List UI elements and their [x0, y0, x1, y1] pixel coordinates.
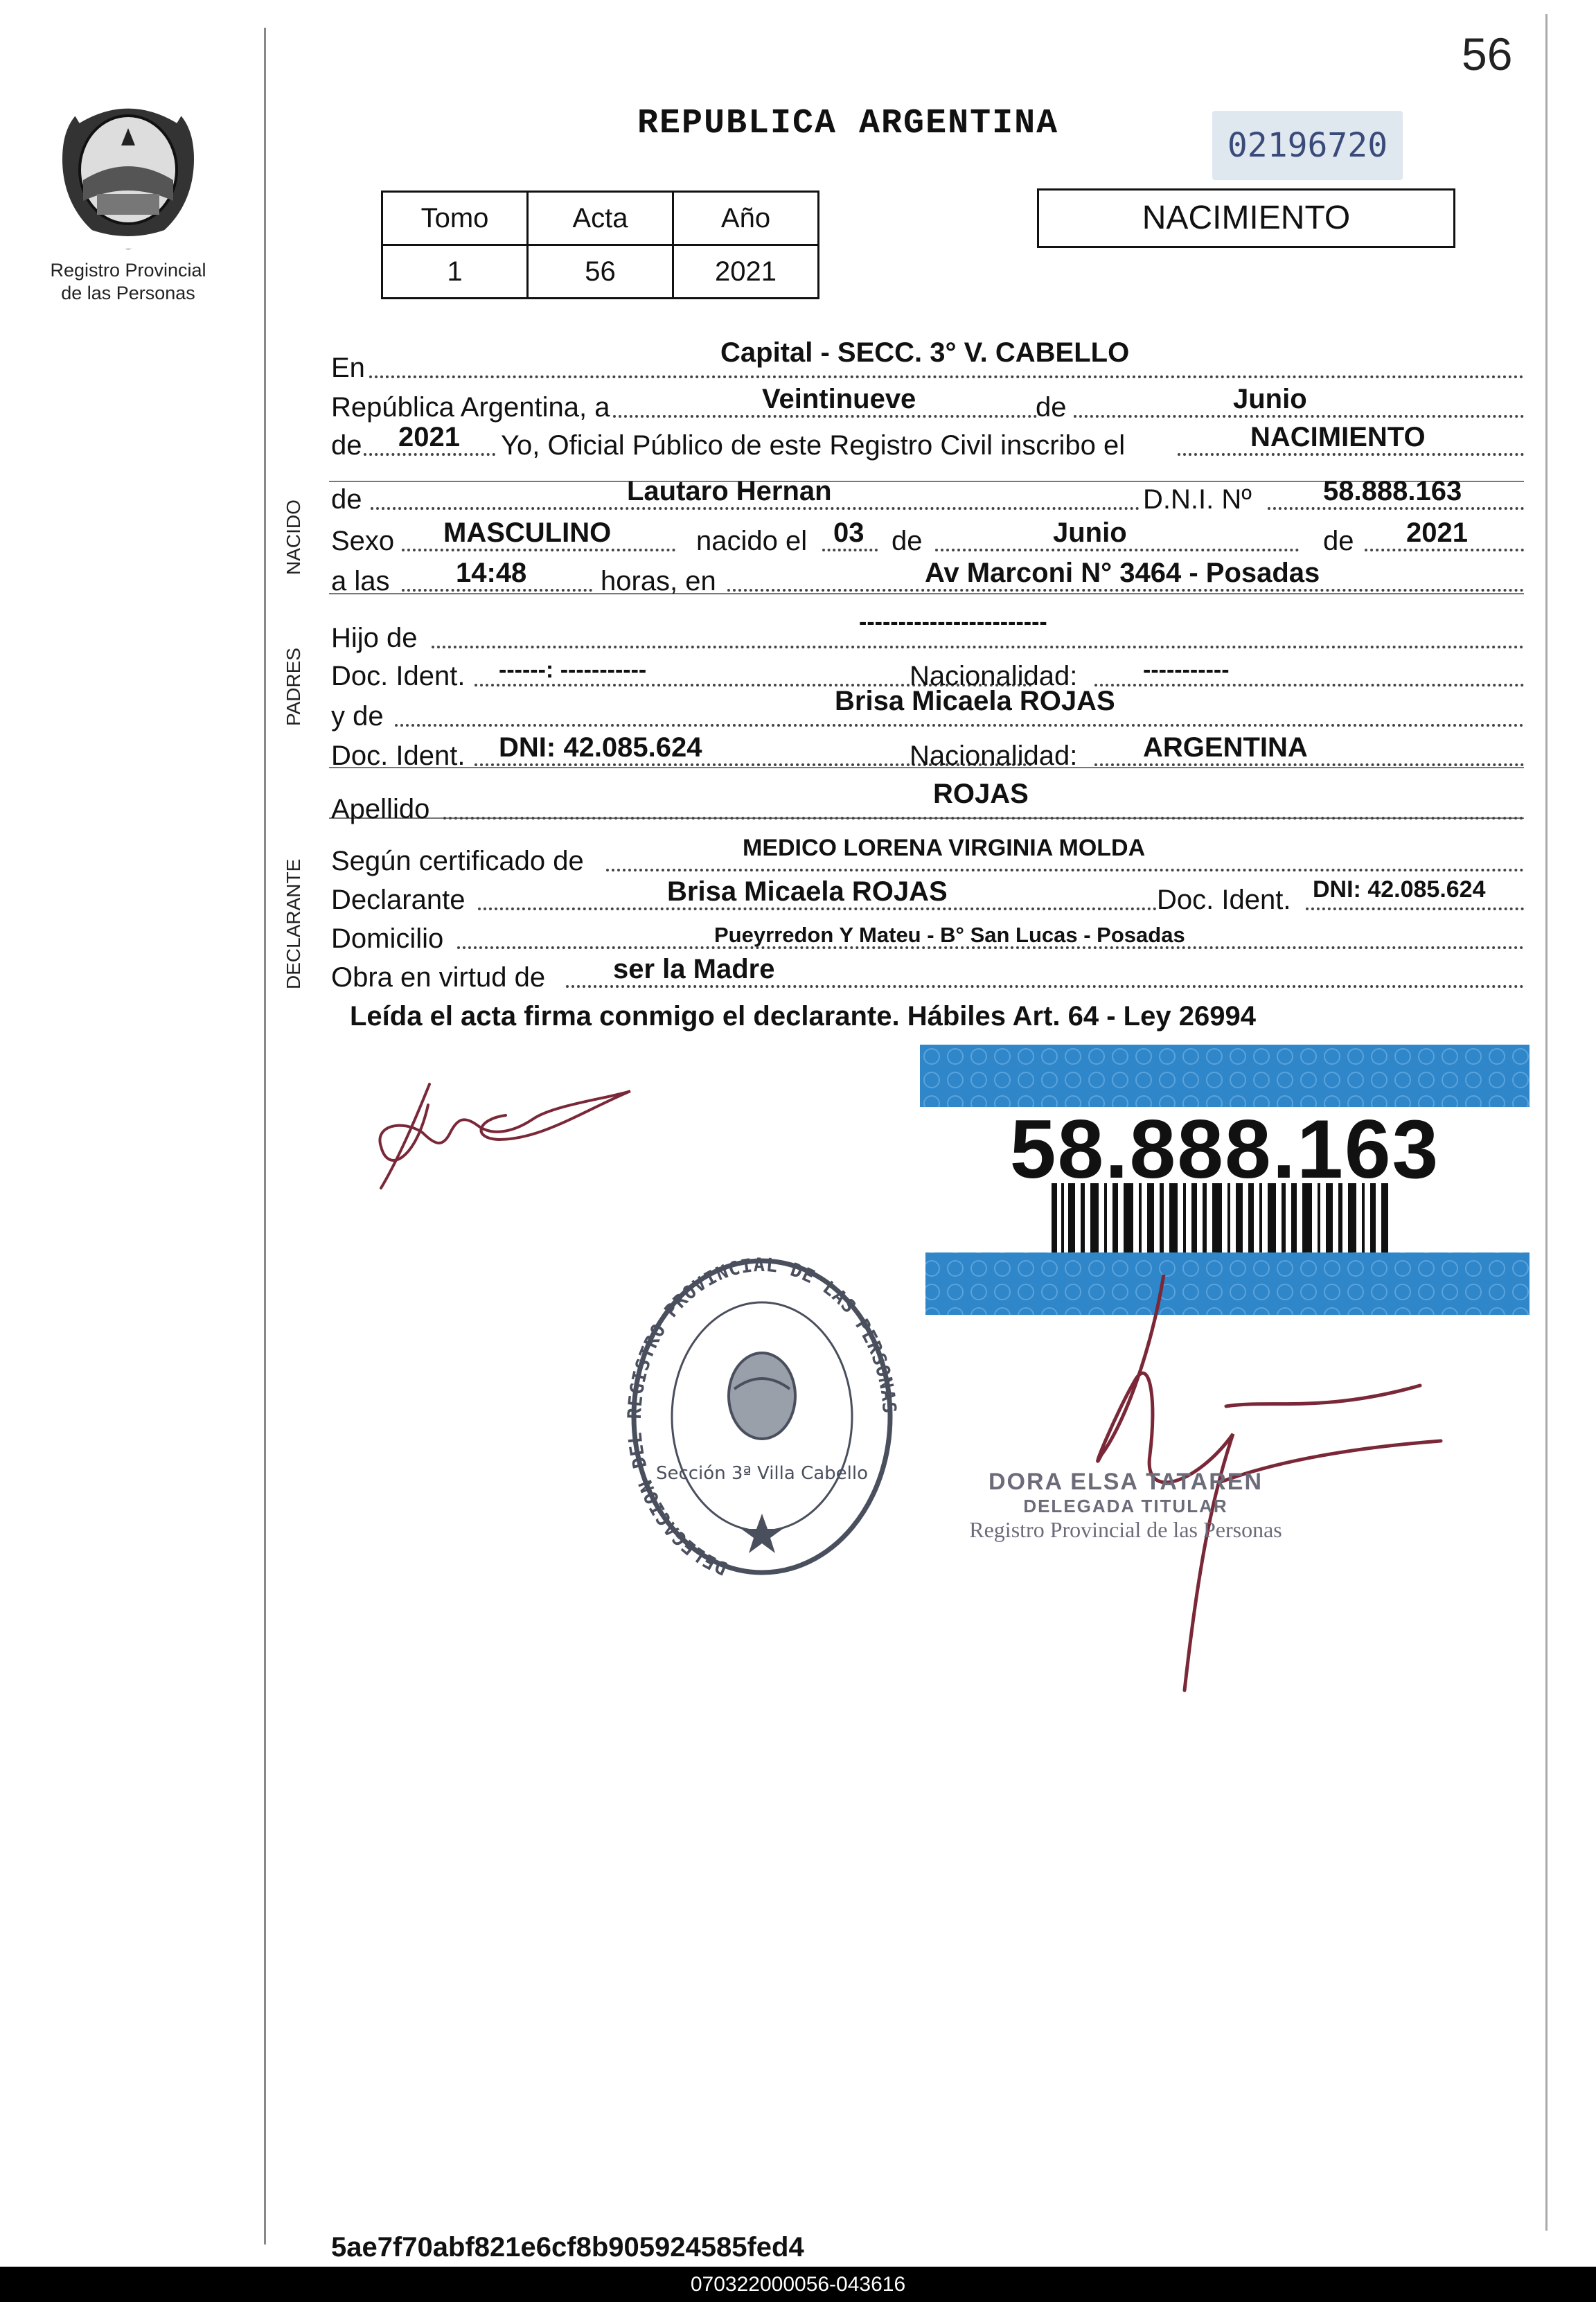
dotted-line: [1178, 453, 1524, 456]
dotted-line: [1094, 684, 1524, 687]
row-hijo: [329, 609, 1524, 655]
madre-value: Brisa Micaela ROJAS: [835, 686, 1115, 716]
oficial-text: Yo, Oficial Público de este Registro Civil inscribo el: [501, 430, 1126, 461]
logo-caption: [28, 259, 229, 305]
nac-de-label: de: [892, 526, 923, 556]
dotted-line: [1094, 763, 1524, 766]
horas-label: horas, en: [601, 566, 716, 596]
row-hora: [329, 560, 1524, 599]
dotted-line: [1306, 907, 1524, 910]
dotted-line: [371, 507, 1140, 510]
dotted-line: [402, 589, 592, 592]
doc1-value: ------: -----------: [499, 657, 647, 683]
dotted-line: [1365, 549, 1524, 551]
row-obra: [329, 956, 1524, 995]
dotted-line: [822, 549, 878, 551]
dotted-line: [443, 817, 1524, 820]
nac-anio-value: 2021: [1406, 517, 1468, 548]
stamp-ring-text: DELEGACION DEL REGISTRO PROVINCIAL DE LAS PERSONAS: [623, 1254, 901, 1579]
dotted-line: [395, 724, 1524, 727]
dotted-line: [727, 589, 1524, 592]
nac1-label: Nacionalidad:: [910, 661, 1078, 691]
nac2-label: Nacionalidad:: [910, 741, 1078, 771]
dotted-line: [369, 375, 1524, 378]
sexo-value: MASCULINO: [443, 517, 612, 548]
declarante-value: Brisa Micaela ROJAS: [667, 876, 948, 907]
obra-value: ser la Madre: [613, 954, 775, 984]
domicilio-label: Domicilio: [331, 923, 444, 954]
row-certificado: [329, 835, 1524, 878]
yde-label: y de: [331, 701, 384, 732]
nac-mes-value: Junio: [1053, 517, 1127, 548]
right-margin-line: [1545, 14, 1548, 2231]
registry-table: [381, 191, 819, 299]
document-title: REPUBLICA ARGENTINA: [637, 104, 1059, 143]
lugar-value: Av Marconi N° 3464 - Posadas: [925, 558, 1320, 588]
en-value: Capital - SECC. 3° V. CABELLO: [720, 337, 1130, 368]
dotted-line: [402, 549, 675, 551]
republica-label: República Argentina, a: [331, 392, 610, 423]
decl-doc-label: Doc. Ident.: [1157, 885, 1291, 915]
row-inscribo: [329, 424, 1524, 463]
registry-value-row: [382, 245, 819, 299]
acta-header: Acta: [528, 192, 673, 245]
act-type-box: NACIMIENTO: [1037, 188, 1455, 248]
delegate-title: DELEGADA TITULAR: [1023, 1496, 1228, 1516]
bottom-code-bar: 070322000056-043616: [0, 2267, 1596, 2302]
apellido-label: Apellido: [331, 794, 430, 824]
hijo-label: Hijo de: [331, 623, 418, 653]
nac-dia-value: 03: [833, 517, 864, 548]
nac2-value: ARGENTINA: [1143, 732, 1308, 763]
row-declarante: [329, 878, 1524, 917]
nac1-value: -----------: [1143, 657, 1230, 683]
dotted-line: [613, 415, 1037, 418]
dotted-line: [364, 453, 495, 456]
official-stamp: [623, 1250, 901, 1583]
page-number: 56: [1462, 28, 1513, 80]
obra-label: Obra en virtud de: [331, 962, 546, 993]
stamp-inner-text: Sección 3ª Villa Cabello: [655, 1463, 869, 1484]
nac-de2-label: de: [1323, 526, 1354, 556]
registry-header-row: [382, 192, 819, 245]
en-label: En: [331, 353, 365, 383]
tomo-value: 1: [382, 245, 528, 299]
dni-label: D.N.I. Nº: [1143, 484, 1252, 515]
section-label-declarante: DECLARANTE: [283, 858, 304, 989]
section-label-padres: PADRES: [283, 647, 304, 726]
row-sexo: [329, 517, 1524, 558]
dotted-line: [478, 907, 1157, 910]
acta-value: 56: [528, 245, 673, 299]
row-madre: [329, 686, 1524, 734]
domicilio-value: Pueyrredon Y Mateu - B° San Lucas - Posadas: [714, 923, 1185, 947]
certificado-value: MEDICO LORENA VIRGINIA MOLDA: [743, 835, 1146, 861]
closing-statement: Leída el acta firma conmigo el declarante. Hábiles Art. 64 - Ley 26994: [350, 1001, 1256, 1032]
provincial-seal-logo: [55, 90, 201, 256]
anio-value: 2021: [398, 422, 460, 452]
row-fecha: [329, 386, 1524, 425]
alas-label: a las: [331, 566, 390, 596]
doc2-label: Doc. Ident.: [331, 741, 466, 771]
delegate-name: DORA ELSA TATAREN: [988, 1469, 1263, 1495]
left-margin-line: [264, 28, 266, 2245]
de3-label: de: [331, 484, 362, 515]
dni-value: 58.888.163: [1323, 476, 1462, 506]
hora-value: 14:48: [456, 558, 527, 588]
decl-doc-value: DNI: 42.085.624: [1313, 876, 1486, 903]
nacido-label: nacido el: [696, 526, 808, 556]
anio-value: 2021: [673, 245, 819, 299]
logo-caption-line2: de las Personas: [61, 283, 195, 303]
inscribo-value: NACIMIENTO: [1250, 422, 1426, 452]
apellido-value: ROJAS: [933, 779, 1029, 809]
serial-number: 02196720: [1212, 111, 1403, 180]
anio-header: Año: [673, 192, 819, 245]
row-en: [329, 337, 1524, 385]
section-label-nacido: NACIDO: [283, 499, 304, 575]
id-number-text: 58.888.163: [1009, 1103, 1440, 1196]
row-apellido: [329, 779, 1524, 826]
dotted-line: [1268, 507, 1524, 510]
declarante-label: Declarante: [331, 885, 466, 915]
row-nombre: [329, 478, 1524, 517]
delegate-office: Registro Provincial de las Personas: [969, 1517, 1282, 1542]
row-doc2: [329, 734, 1524, 773]
hijo-value: ------------------------: [859, 609, 1047, 635]
nombre-value: Lautaro Hernan: [627, 476, 832, 506]
document-hash: 5ae7f70abf821e6cf8b905924585fed4: [331, 2232, 804, 2263]
row-domicilio: [329, 917, 1524, 956]
certificado-label: Según certificado de: [331, 846, 584, 876]
tomo-header: Tomo: [382, 192, 528, 245]
declarant-signature: [374, 1050, 637, 1202]
dotted-line: [566, 985, 1524, 988]
delegate-block: [952, 1469, 1299, 1543]
dia-value: Veintinueve: [762, 384, 916, 414]
mes-value: Junio: [1233, 384, 1307, 414]
dotted-line: [1074, 415, 1524, 418]
dotted-line: [935, 549, 1299, 551]
dotted-line: [606, 869, 1524, 871]
de-label: de: [1036, 392, 1067, 423]
de2-label: de: [331, 430, 362, 461]
sexo-label: Sexo: [331, 526, 395, 556]
doc1-label: Doc. Ident.: [331, 661, 466, 691]
doc2-value: DNI: 42.085.624: [499, 732, 702, 763]
logo-caption-line1: Registro Provincial: [50, 260, 206, 281]
dotted-line: [432, 646, 1524, 648]
